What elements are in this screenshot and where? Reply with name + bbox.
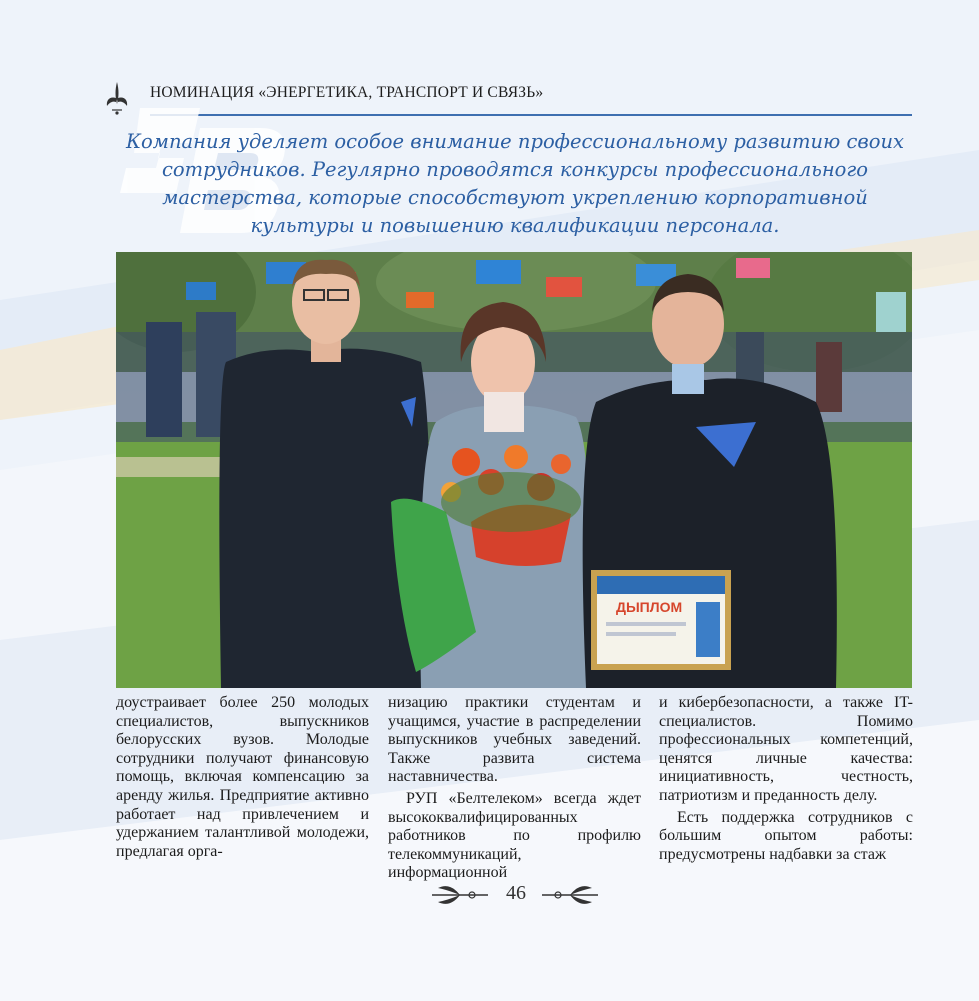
paragraph: Есть поддержка сотрудников с большим опытом работы: предусмотрены надбавки за стаж — [659, 808, 913, 863]
paragraph: низацию практики студентам и учащимся, участие в распределении выпускников учебных заведений. Также развита система наставничества. — [388, 694, 641, 786]
photo-illustration — [116, 252, 912, 688]
article-body — [116, 694, 916, 882]
page-number: 46 — [506, 882, 526, 904]
article-column-2 — [388, 694, 641, 883]
lead-paragraph: Компания уделяет особое внимание профессиональному развитию своих сотрудников. Регулярно проводятся конкурсы профессионального мастерства, которые способствуют укреплению корпоративной культуры и повышению квалификации персонала. — [125, 130, 905, 237]
paragraph: доустраивает более 250 молодых специалистов, выпускников белорусских вузов. Молодые сотрудники получают финансовую помощь, включая компенсацию за аренду жилья. Предприятие активно работает над привлечением и удержанием талантливой молодежи, предлагая орга- — [116, 694, 369, 860]
ornament-left-icon — [430, 880, 490, 910]
paragraph: и кибербезопасности, а также IT-специалистов. Помимо профессиональных компетенций, ценятся личные качества: инициативность, честность, патриотизм и преданность делу. — [659, 694, 913, 804]
paragraph: РУП «Белтелеком» всегда ждет высококвалифицированных работников по профилю телекоммуникаций, информационной — [388, 789, 641, 882]
event-photo — [116, 252, 912, 688]
section-title: НОМИНАЦИЯ «ЭНЕРГЕТИКА, ТРАНСПОРТ И СВЯЗЬ» — [150, 84, 544, 101]
page-footer — [430, 874, 600, 914]
ornament-right-icon — [540, 880, 600, 910]
article-column-3 — [659, 694, 913, 864]
article-column-1 — [116, 694, 369, 861]
diploma-title: ДЫПЛОМ — [616, 599, 683, 615]
